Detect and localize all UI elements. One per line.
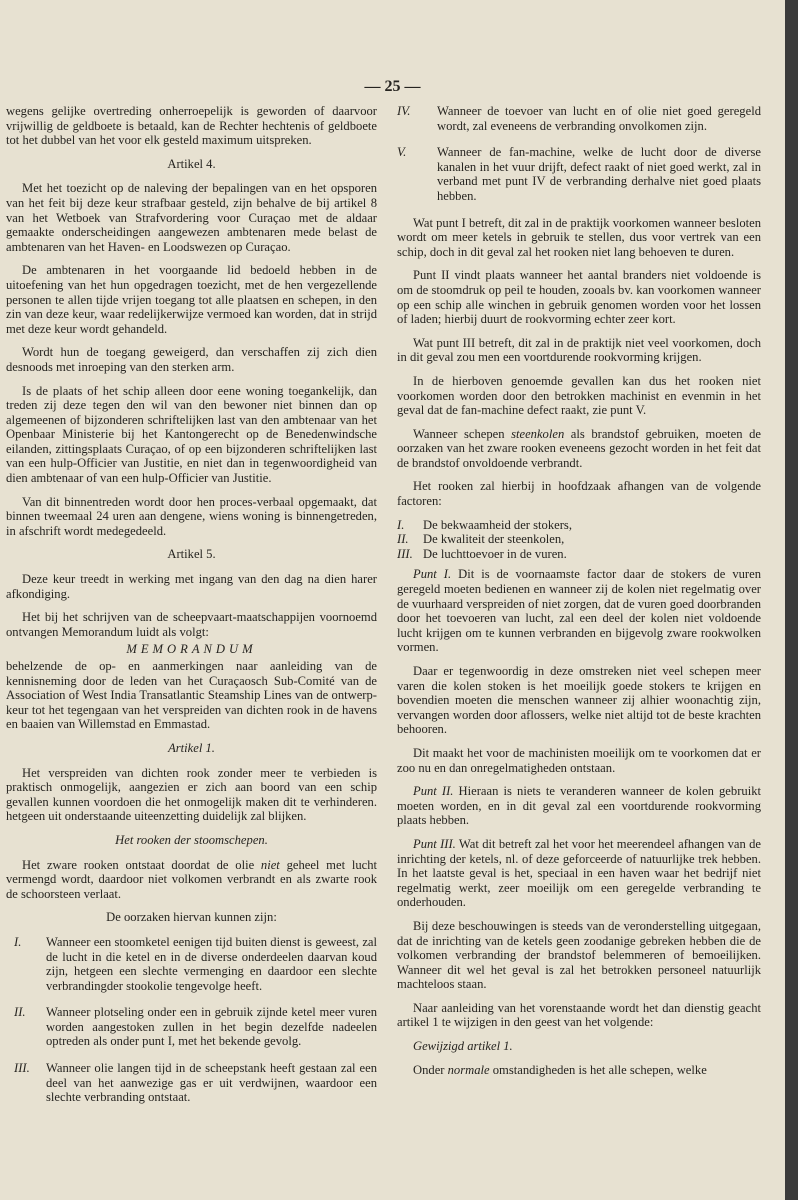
paragraph: Het verspreiden van dichten rook zonder meer te verbieden is praktisch onmogelijk, aangezien er zich aan boord van een schip gevallen kunnen voordoen die het onmogelijk maken dit te verhinderen. hetgeen uit onderstaande uiteenzetting duidelijk zal blijken. <box>6 765 377 824</box>
paragraph: Wordt hun de toegang geweigerd, dan verschaffen zij zich dien desnoods met inroeping van den sterken arm. <box>6 345 377 374</box>
left-column <box>6 104 377 1117</box>
list-item: II. Wanneer plotseling onder een in gebruik zijnde ketel meer vuren worden aangestoken zullen in het begin dezelfde nadeelen optreden als onder punt I, met het bekende gevolg. <box>14 1005 377 1049</box>
paragraph: Wat punt III betreft, dit zal in de praktijk niet veel voorkomen, doch in dit geval zou men een voortdurende rookvorming krijgen. <box>397 335 761 365</box>
paragraph: Het bij het schrijven van de scheepvaart-maatschappijen voornoemd ontvangen Memorandum luidt als volgt: <box>6 610 377 639</box>
heading-artikel-4: Artikel 4. <box>167 156 216 171</box>
paragraph: Bij deze beschouwingen is steeds van de veronderstelling uitgegaan, dat de inrichting van de ketels geen zoodanige gebreken hebben die de volkomen verbranding der brandstof belemmeren of bemoeilijken. Wanneer dit wel het geval is zal het betrokken personeel natuurlijk machteloos staan. <box>397 918 761 992</box>
paragraph: Is de plaats of het schip alleen door eene woning toegankelijk, dan treden zij deze tegen den wil van den bewoner niet binnen dan op algemeenen of bijzonderen schriftelijken last van den ambtenaar van het Openbaar Ministerie bij het Kantongerecht op de Benedenwindsche eilanden, zittingsplaats Curaçao, of op een bijzonderen schriftelijken last van een hulp-Officier van Justitie, en niet dan in tegenwoordigheid van dien ambtenaar of van een hulp-Officier van Justitie. <box>6 383 377 486</box>
heading-rooken: Het rooken der stoomschepen. <box>115 832 268 847</box>
right-column <box>397 104 761 1086</box>
paragraph: Wat punt I betreft, dit zal in de praktijk voorkomen wanneer besloten wordt om meer ketels in gebruik te stellen, dus voor vertrek van een schip, doch in dit geval zal het rooken niet lang behoeven te duren. <box>397 215 762 259</box>
heading-memorandum: MEMORANDUM <box>126 642 257 657</box>
page-number: — 25 — <box>364 78 421 95</box>
paragraph: In de hierboven genoemde gevallen kan dus het rooken niet voorkomen worden door den betrokken machinist en evenmin in het geval dat de fan-machine defect raakt, zie punt V. <box>397 373 761 418</box>
list-item: I. De bekwaamheid der stokers, <box>397 517 572 532</box>
list-item: III. Wanneer olie langen tijd in de scheepstank heeft gestaan zal een deel van het aanwezige gas er uit verdwijnen, waardoor een slechte verbranding ontstaat. <box>14 1061 377 1105</box>
heading-artikel-5: Artikel 5. <box>167 547 216 562</box>
list-item: II. De kwaliteit der steenkolen, <box>397 532 565 547</box>
paragraph: behelzende de op- en aanmerkingen naar aanleiding van de kennisneming door de leden van het Curaçaosch Sub-Comité van de Association of West India Transatlantic Steamship Lines van de ontwerp-keur tot het tegengaan van het verspreiden van dichten rook in de havens en baaien van Willemstad en Emmastad. <box>6 659 377 732</box>
heading-oorzaken: De oorzaken hiervan kunnen zijn: <box>106 910 277 925</box>
paragraph: Onder normale omstandigheden is het alle schepen, welke <box>413 1062 707 1077</box>
paragraph: Naar aanleiding van het vorenstaande wordt het dan dienstig geacht artikel 1 te wijzigen in den geest van het volgende: <box>397 1000 761 1030</box>
heading-artikel-1: Artikel 1. <box>168 740 215 755</box>
paragraph: Met het toezicht op de naleving der bepalingen van en het opsporen van het feit bij deze keur strafbaar gesteld, zijn behalve de bij artikel 8 van het Wetboek van Strafvordering voor Curaçao met de aldaar gemaakte onderscheidingen aangewezen ambtenaren mede belast de ambtenaren van het Haven- en Loodswezen op Curaçao. <box>6 181 377 254</box>
paragraph: Punt II vindt plaats wanneer het aantal branders niet voldoende is om de stoomdruk op peil te houden, zooals bv. kan voorkomen wanneer op een schip alle winchen in gebruik genomen worden voor het lossen of laden; hierbij duurt de rookvorming echter zeer kort. <box>397 268 761 327</box>
paragraph: Wanneer schepen steenkolen als brandstof gebruiken, moeten de oorzaken van het zware rooken eveneens gezocht worden in het feit dat de brandstof onvoldoende verbrandt. <box>397 426 761 470</box>
heading-gewijzigd-artikel: Gewijzigd artikel 1. <box>413 1039 513 1054</box>
list-item: IV. Wanneer de toevoer van lucht en of olie niet goed geregeld wordt, zal eveneens de verbranding onvolkomen zijn. <box>397 104 761 133</box>
list-item: III. De luchttoevoer in de vuren. <box>397 546 567 561</box>
paragraph: Daar er tegenwoordig in deze omstreken niet veel schepen meer varen die kolen stoken is het moeilijk goede stokers te krijgen en bovendien moeten die menschen wanneer zij alhier woonachtig zijn, vervangen worden door aflossers, welke niet altijd tot de beste krachten behooren. <box>397 664 761 737</box>
paragraph: Het zware rooken ontstaat doordat de olie niet geheel met lucht vermengd wordt, daardoor niet volkomen verbrandt en als zwarte rook de schoorsteen verlaat. <box>6 857 378 901</box>
paragraph: Deze keur treedt in werking met ingang van den dag na dien harer afkondiging. <box>6 572 377 601</box>
paragraph: Punt III. Wat dit betreft zal het voor het meerendeel afhangen van de inrichting der ketels, nl. of deze geforceerde of natuurlijke trek hebben. In het laatste geval is het, speciaal in een haven waar het bedrijf niet regelmatig werkt, zeer moeilijk om een geregelde verbranding te onderhouden. <box>397 836 761 910</box>
paragraph: Van dit binnentreden wordt door hen proces-verbaal opgemaakt, dat binnen tweemaal 24 uren aan dengene, wiens woning is binnengetreden, in afschrift wordt medegedeeld. <box>6 494 377 538</box>
paragraph: Het rooken zal hierbij in hoofdzaak afhangen van de volgende factoren: <box>397 479 761 509</box>
paragraph: Punt II. Hieraan is niets te veranderen wanneer de kolen gebruikt moeten worden, en in dit geval zal een voortdurende rookvorming plaats hebben. <box>397 784 761 828</box>
paragraph: Dit maakt het voor de machinisten moeilijk om te voorkomen dat er zoo nu en dan onregelmatigheden ontstaan. <box>397 745 761 775</box>
paragraph: wegens gelijke overtreding onherroepelijk is geworden of daarvoor vrijwillig de geldboete is betaald, kan de Rechter hechtenis of geldboete tot het dubbel van het voor elk gesteld maximum uitspreken. <box>6 104 377 148</box>
list-item: V. Wanneer de fan-machine, welke de lucht door de diverse kanalen in het vuur drijft, defect raakt of niet goed werkt, zal in verband met punt IV de verbranding derhalve niet goed plaats hebben. <box>397 145 761 203</box>
list-item: I. Wanneer een stoomketel eenigen tijd buiten dienst is geweest, zal de lucht in die ketel en in de diverse onderdeelen daarvan koud zijn, hetgeen een slechte vermenging en daardoor een slechte verbrandingder stookolie tengevolge heeft. <box>14 934 377 993</box>
paragraph: De ambtenaren in het voorgaande lid bedoeld hebben in de uitoefening van het hun opgedragen toezicht, met de hen vergezellende personen te allen tijde vrijen toegang tot alle plaatsen en schepen, in den zin van deze keur, waar redelijkerwijze vermoed kan worden, dat in strijd met deze keur wordt gehandeld. <box>6 263 377 336</box>
paragraph: Punt I. Dit is de voornaamste factor daar de stokers de vuren geregeld moeten bedienen en wanneer zij de kolen niet regelmatig over de vuurhaard verspreiden of niet zorgen, dat de vuren goed doorbranden door het toevoeren van lucht, zal een deel der kolen niet voldoende lucht krijgen om te kunnen verbranden en bijgevolg zware rookwolken vormen. <box>397 567 762 655</box>
